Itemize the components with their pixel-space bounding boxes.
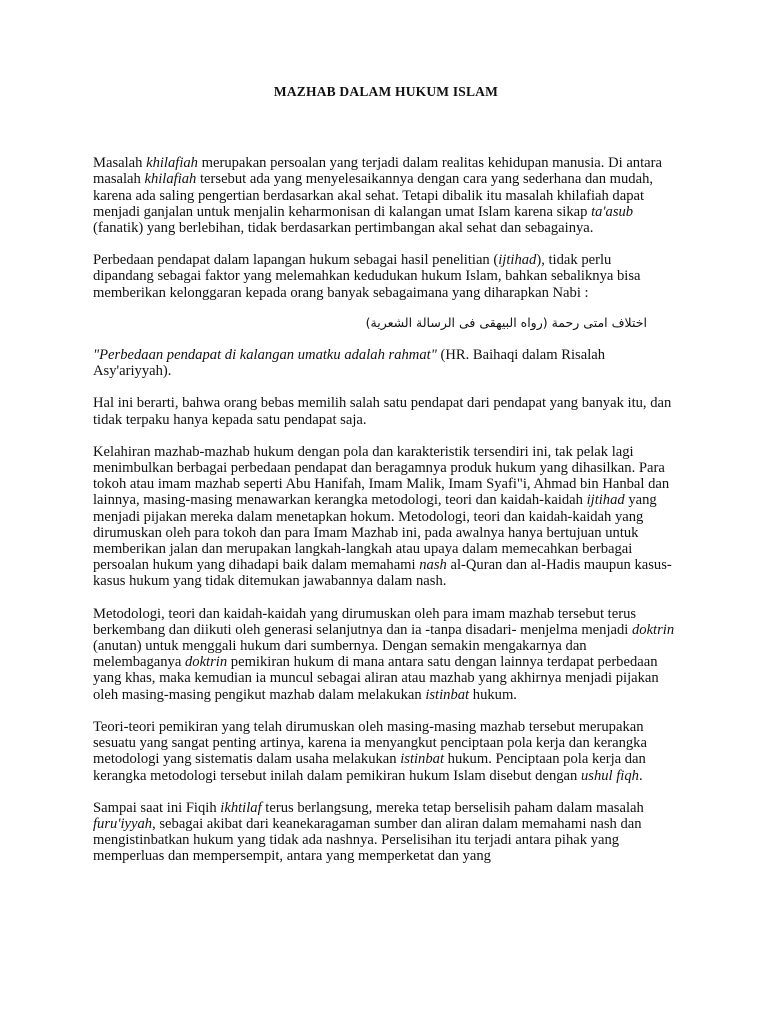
text-run: yang menjadi pijakan mereka dalam menetapkan hokum. Metodologi, teori dan kaidah-kaidah yang dirumuskan oleh para tokoh dan para Imam Mazhab ini, pada awalnya hanya bertujuan untuk memberikan jalan dan merupakan langkah-langkah atau upaya dalam memecahkan berbagai persoalan hukum yang dihadapi baik dalam memahami bbox=[93, 492, 657, 574]
text-run: Perbedaan pendapat dalam lapangan hukum sebagai hasil penelitian ( bbox=[93, 252, 499, 269]
text-run: Masalah bbox=[93, 155, 147, 172]
text-run: (fanatik) yang berlebihan, tidak berdasarkan pertimbangan akal sehat dan sebagainya. bbox=[93, 220, 594, 237]
arabic-hadith: اختلاف امتى رحمة (رواه البيهقى فى الرسالة الشعرية) bbox=[365, 314, 647, 330]
text-run: Teori-teori pemikiran yang telah dirumuskan oleh masing-masing mazhab tersebut merupakan sesuatu yang sangat penting artinya, karena ia menyangkut penciptaan pola kerja dan kerangka metodologi yang sistematis dalam usaha melakukan bbox=[93, 718, 647, 768]
paragraph-4: Hal ini berarti, bahwa orang bebas memilih salah satu pendapat dari pendapat yang banyak itu, dan tidak terpaku hanya kepada satu pendapat saja. bbox=[93, 395, 672, 428]
document-page bbox=[93, 84, 675, 881]
italic-quote: "Perbedaan pendapat di kalangan umatku adalah rahmat" bbox=[93, 347, 437, 364]
text-run: al-Quran dan al-Hadis maupun kasus-kasus hukum yang tidak ditemukan jawabannya dalam nash. bbox=[93, 557, 672, 590]
text-run: tersebut ada yang menyelesaikannya dengan cara yang sederhana dan mudah, karena ada saling pengertian berdasarkan akal sehat. Tetapi dibalik itu masalah khilafiah dapat menjadi ganjalan untuk menjalin keharmonisan di kalangan umat Islam karena sikap bbox=[93, 171, 654, 220]
text-run: Sampai saat ini Fiqih bbox=[93, 799, 221, 816]
italic-term: nash bbox=[419, 557, 447, 574]
text-run: pemikiran hukum di mana antara satu dengan lainnya terdapat perbedaan yang khas, maka kemudian ia muncul sebagai aliran atau mazhab yang akhirnya menjadi pijakan oleh masing-masing pengikut mazhab dalam melakukan bbox=[93, 654, 659, 703]
text-run: merupakan persoalan yang terjadi dalam realitas kehidupan manusia. Di antara masalah bbox=[93, 155, 662, 188]
text-run: terus berlangsung, mereka tetap berselisih paham dalam masalah bbox=[261, 799, 644, 816]
italic-term: khilafiah bbox=[144, 171, 197, 188]
paragraph-3 bbox=[93, 347, 675, 379]
paragraph-2 bbox=[93, 252, 675, 301]
italic-term: doktrin bbox=[184, 654, 228, 671]
text-run: hukum. bbox=[469, 686, 517, 703]
italic-term: ijtihad bbox=[498, 252, 537, 269]
italic-term: ta'asub bbox=[591, 203, 634, 220]
paragraph-6 bbox=[93, 606, 675, 703]
italic-term: ushul fiqh bbox=[580, 767, 639, 784]
text-run: (HR. Baihaqi dalam Risalah Asy'ariyyah). bbox=[93, 347, 606, 380]
text-run: ), tidak perlu dipandang sebagai faktor yang melemahkan kedudukan hukum Islam, bahkan sebaliknya bisa memberikan kelonggaran kepada orang banyak sebagaimana yang diharapkan Nabi : bbox=[93, 252, 641, 301]
italic-term: khilafiah bbox=[146, 155, 198, 172]
italic-term: doktrin bbox=[631, 621, 675, 638]
document-title: MAZHAB DALAM HUKUM ISLAM bbox=[273, 84, 499, 99]
paragraph-5 bbox=[93, 444, 675, 590]
paragraph-1 bbox=[93, 155, 675, 236]
italic-term: ikhtilaf bbox=[220, 799, 262, 816]
italic-term: ijtihad bbox=[586, 492, 625, 509]
text-run: hukum. Penciptaan pola kerja dan kerangka metodologi tersebut inilah dalam pemikiran hukum Islam disebut dengan bbox=[93, 751, 646, 784]
text-run: (anutan) untuk menggali hukum dari sumbernya. Dengan semakin mengakarnya dan melembaganya bbox=[93, 638, 587, 671]
paragraph-7 bbox=[93, 719, 675, 784]
text-run: , sebagai akibat dari keanekaragaman sumber dan aliran dalam memahami nash dan mengistinbatkan hukum yang tidak ada nashnya. Perselisihan itu terjadi antara pihak yang memperluas dan mempersempit, antara yang memperketat dan yang bbox=[93, 815, 642, 865]
italic-term: furu'iyyah bbox=[93, 815, 153, 832]
paragraph-8 bbox=[93, 800, 675, 865]
text-run: Metodologi, teori dan kaidah-kaidah yang dirumuskan oleh para imam mazhab tersebut terus berkembang dan diikuti oleh generasi selanjutnya dan ia -tanpa disadari- menjelma menjadi bbox=[93, 605, 637, 638]
text-run: Kelahiran mazhab-mazhab hukum dengan pola dan karakteristik tersendiri ini, tak pelak lagi menimbulkan berbagai perbedaan pendapat dan beragamnya produk hukum yang dihasilkan. Para tokoh atau imam mazhab seperti Abu Hanifah, Imam Malik, Imam Syafi"i, Ahmad bin Hanbal dan lainnya, masing-masing menawarkan kerangka metodologi, teori dan kaidah-kaidah bbox=[93, 443, 670, 509]
text-run: . bbox=[638, 767, 643, 784]
italic-term: istinbat bbox=[400, 751, 445, 768]
italic-term: istinbat bbox=[425, 686, 470, 703]
